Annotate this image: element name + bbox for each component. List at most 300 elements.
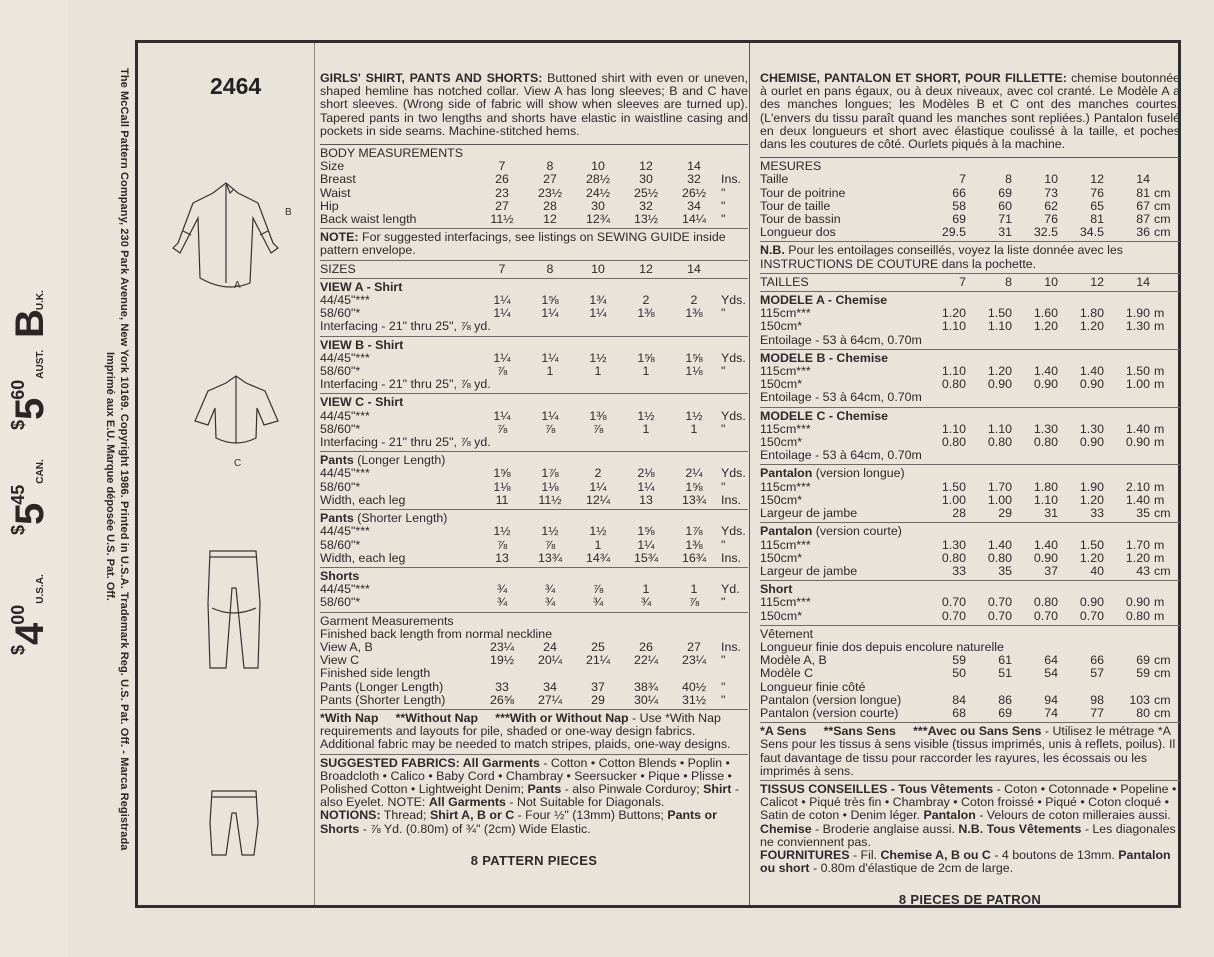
- size-value: 103: [1129, 692, 1150, 707]
- section-heading: Pantalon (version longue): [760, 466, 905, 481]
- size-value: 35: [998, 563, 1012, 578]
- table-section: [320, 228, 748, 259]
- section-subheading: (version courte): [815, 524, 902, 539]
- size-value: 12: [639, 159, 653, 174]
- size-value: [622, 667, 670, 680]
- row-label: Taille: [760, 172, 789, 187]
- size-value: 1.90: [1125, 306, 1150, 321]
- size-value: 1.20: [1079, 550, 1104, 565]
- french-yardage-tables: [760, 157, 1180, 722]
- note-body: For suggested interfacings, see listings on SEWING GUIDE inside pattern envelope.: [320, 230, 726, 258]
- unit: Yd.: [721, 582, 740, 597]
- size-value: 84: [952, 692, 966, 707]
- size-value: 1.30: [1033, 421, 1058, 436]
- size-value: 38¾: [633, 679, 659, 694]
- size-value: [1058, 681, 1104, 694]
- size-value: [1104, 681, 1150, 694]
- row-label: Finished side length: [320, 666, 431, 681]
- size-value: 1¼: [589, 306, 607, 321]
- table-section: [760, 625, 1180, 722]
- size-value: 1½: [589, 524, 607, 539]
- table-row: [760, 481, 1180, 494]
- size-value: 1.00: [1125, 377, 1150, 392]
- size-value: 1.20: [941, 306, 966, 321]
- size-value: 23¼: [489, 639, 515, 654]
- size-value: 35: [1136, 506, 1150, 521]
- unit: cm: [1154, 653, 1171, 668]
- size-value: 1: [546, 364, 554, 379]
- size-value: 27¼: [537, 692, 563, 707]
- unit: m: [1154, 595, 1165, 610]
- size-value: 1.10: [941, 421, 966, 436]
- size-value: 1.40: [1125, 492, 1150, 507]
- view-label-c: C: [234, 458, 242, 469]
- unit: m: [1154, 421, 1165, 436]
- french-title: CHEMISE, PANTALON ET SHORT, POUR FILLETTE:: [760, 71, 1067, 85]
- size-value: 14: [1136, 274, 1150, 289]
- view-label-b: B: [285, 207, 292, 218]
- table-row: [320, 160, 748, 173]
- size-value: 71: [998, 212, 1012, 227]
- size-value: 54: [1044, 666, 1058, 681]
- row-label: Back waist length: [320, 212, 417, 227]
- size-value: 1.70: [1125, 537, 1150, 552]
- size-value: 58: [952, 198, 966, 213]
- row-label: 58/60"*: [320, 537, 361, 552]
- section-heading: MODELE B - Chemise: [760, 350, 889, 365]
- size-value: 29: [998, 506, 1012, 521]
- unit: ": [721, 364, 726, 379]
- price-australia: $560AUST.: [8, 349, 52, 430]
- table-row: [320, 681, 748, 694]
- size-value: 1¼: [589, 479, 607, 494]
- price-strip: [0, 0, 68, 957]
- size-value: [478, 628, 526, 641]
- table-row: [320, 481, 748, 494]
- size-value: 31½: [681, 692, 707, 707]
- size-value: 2⅛: [637, 466, 655, 481]
- row-label: BODY MEASUREMENTS: [320, 146, 463, 161]
- size-value: [622, 615, 670, 628]
- table-row: [320, 628, 748, 641]
- row-label: Tour de poitrine: [760, 185, 846, 200]
- size-value: [670, 615, 718, 628]
- size-value: 0.70: [987, 595, 1012, 610]
- unit: ": [721, 653, 726, 668]
- size-value: 81: [1136, 185, 1150, 200]
- table-row: [320, 667, 748, 680]
- unit: m: [1154, 492, 1165, 507]
- size-value: 24½: [585, 185, 611, 200]
- size-value: 1⅜: [685, 537, 703, 552]
- section-heading: VIEW A - Shirt: [320, 279, 403, 294]
- size-value: 1.40: [987, 537, 1012, 552]
- size-value: 37: [591, 679, 605, 694]
- row-label: TAILLES: [760, 274, 809, 289]
- unit: [718, 320, 748, 333]
- size-value: 2: [690, 293, 698, 308]
- size-value: 1⅝: [493, 466, 511, 481]
- size-value: 40: [1090, 563, 1104, 578]
- size-value: 2.10: [1125, 479, 1150, 494]
- row-label: MESURES: [760, 159, 822, 174]
- notions-text: FOURNITURES - Fil. Chemise A, B ou C - 4 boutons de 13mm. Pantalon ou short - 0.80m d'élastique de 2cm de large.: [760, 847, 1171, 876]
- size-value: 59: [952, 653, 966, 668]
- size-value: 1.00: [987, 492, 1012, 507]
- unit: ": [721, 212, 726, 227]
- row-label: 58/60"*: [320, 306, 361, 321]
- size-value: 12¼: [585, 492, 611, 507]
- size-value: 1⅛: [685, 364, 703, 379]
- size-value: 1½: [685, 408, 703, 423]
- size-value: 1½: [637, 408, 655, 423]
- section-heading: MODELE A - Chemise: [760, 293, 888, 308]
- row-label: 150cm*: [760, 435, 803, 450]
- size-value: 0.70: [1079, 608, 1104, 623]
- nap-note-text: *A Sens **Sans Sens ***Avec ou Sans Sens - Utilisez le métrage *A Sens pour les tissus à sens visible (tissus imprimés, unis à reflets, poilus). Il faut davantage de tissu pour raccorder les rayures, les écossais ou les imprimés à sens.: [760, 724, 1176, 778]
- unit: m: [1154, 537, 1165, 552]
- size-value: 57: [1090, 666, 1104, 681]
- row-label: Width, each leg: [320, 492, 406, 507]
- unit: m: [1154, 377, 1165, 392]
- note-text: [760, 244, 1180, 270]
- size-value: 1¼: [637, 479, 655, 494]
- size-value: 1⅜: [685, 306, 703, 321]
- size-value: 1.10: [941, 319, 966, 334]
- unit: cm: [1154, 692, 1171, 707]
- column-divider: [749, 43, 750, 905]
- table-row: [760, 423, 1180, 436]
- size-value: 10: [591, 261, 605, 276]
- size-value: 64: [1044, 653, 1058, 668]
- size-value: 94: [1044, 692, 1058, 707]
- size-value: ⅞: [544, 421, 556, 436]
- size-value: 1½: [589, 350, 607, 365]
- row-label: Entoilage - 53 à 64cm, 0.70m: [760, 332, 922, 347]
- size-value: 1: [690, 582, 698, 597]
- section-subheading: (version longue): [815, 466, 905, 481]
- size-value: 25½: [633, 185, 659, 200]
- unit: cm: [1154, 506, 1171, 521]
- table-section: [320, 612, 748, 709]
- table-section: [320, 393, 748, 451]
- table-section: [760, 580, 1180, 625]
- size-value: [966, 628, 1012, 641]
- table-row: [320, 173, 748, 186]
- price-usa: $400U.S.A.: [8, 574, 52, 655]
- size-value: 51: [998, 666, 1012, 681]
- size-value: 7: [498, 159, 506, 174]
- size-value: ¾: [496, 582, 508, 597]
- table-section: [760, 464, 1180, 522]
- size-value: 1¼: [493, 408, 511, 423]
- table-row: [320, 187, 748, 200]
- size-value: 33: [1090, 506, 1104, 521]
- table-row: [320, 147, 748, 160]
- table-section: [320, 278, 748, 336]
- row-label: Pantalon (version longue): [760, 692, 902, 707]
- size-value: 28: [952, 506, 966, 521]
- size-value: 1¾: [589, 293, 607, 308]
- size-value: 36: [1136, 225, 1150, 240]
- size-value: 32: [687, 172, 701, 187]
- note-text: [320, 231, 748, 257]
- table-row: [760, 565, 1180, 578]
- table-row: [760, 160, 1180, 173]
- size-value: 34: [543, 679, 557, 694]
- size-value: 1.50: [1125, 364, 1150, 379]
- row-label: Size: [320, 159, 345, 174]
- unit: cm: [1154, 185, 1171, 200]
- size-value: [1104, 334, 1150, 347]
- table-section: [760, 157, 1180, 241]
- size-value: 1.40: [1033, 537, 1058, 552]
- unit: [1150, 628, 1180, 641]
- size-value: 33: [495, 679, 509, 694]
- size-value: 65: [1090, 198, 1104, 213]
- size-value: 7: [498, 261, 506, 276]
- size-value: [478, 667, 526, 680]
- size-value: 1¼: [541, 408, 559, 423]
- row-label: Tour de bassin: [760, 212, 841, 227]
- row-label: Hip: [320, 198, 339, 213]
- unit: ": [721, 692, 726, 707]
- table-row: [760, 391, 1180, 404]
- size-value: [478, 320, 526, 333]
- size-value: 0.90: [1125, 595, 1150, 610]
- size-value: 61: [998, 653, 1012, 668]
- table-row: [760, 654, 1180, 667]
- row-label: SIZES: [320, 261, 356, 276]
- table-row: [760, 628, 1180, 641]
- size-value: [920, 391, 966, 404]
- size-value: 1⅝: [637, 350, 655, 365]
- row-label: Garment Measurements: [320, 613, 454, 628]
- size-value: 1⅝: [685, 479, 703, 494]
- row-label: Entoilage - 53 à 64cm, 0.70m: [760, 448, 922, 463]
- size-value: 12¾: [585, 212, 611, 227]
- table-section: [320, 509, 748, 567]
- size-value: 69: [1136, 653, 1150, 668]
- unit: cm: [1154, 705, 1171, 720]
- table-row: [760, 707, 1180, 720]
- unit: [718, 378, 748, 391]
- size-value: 1.30: [1125, 319, 1150, 334]
- french-nap-note: [760, 722, 1180, 780]
- pattern-pieces-count: 8 PIECES DE PATRON: [898, 892, 1042, 908]
- size-value: 1.40: [1033, 364, 1058, 379]
- table-row: [320, 213, 748, 226]
- size-value: [574, 667, 622, 680]
- size-value: [622, 320, 670, 333]
- unit: cm: [1154, 225, 1171, 240]
- table-row: [760, 552, 1180, 565]
- row-label: 44/45"***: [320, 582, 370, 597]
- unit: [1150, 391, 1180, 404]
- size-value: 1½: [493, 524, 511, 539]
- row-label: Pantalon (version courte): [760, 705, 899, 720]
- section-subheading: (Longer Length): [357, 453, 446, 468]
- unit: Ins.: [721, 492, 741, 507]
- size-value: 29: [591, 692, 605, 707]
- size-value: 0.80: [987, 435, 1012, 450]
- size-value: 76: [1044, 212, 1058, 227]
- unit: [718, 436, 748, 449]
- size-value: [526, 667, 574, 680]
- unit: ": [721, 185, 726, 200]
- size-value: 1.20: [1079, 492, 1104, 507]
- french-description: [760, 72, 1180, 151]
- size-value: 22¼: [633, 653, 659, 668]
- size-value: 11½: [490, 212, 514, 227]
- size-value: [574, 378, 622, 391]
- size-value: 32.5: [1033, 225, 1058, 240]
- size-value: 15¾: [633, 550, 659, 565]
- row-label: Interfacing - 21" thru 25", ⅞ yd.: [320, 319, 491, 334]
- size-value: [526, 628, 574, 641]
- size-value: 1⅜: [637, 306, 655, 321]
- unit: Ins.: [721, 550, 741, 565]
- size-value: 13: [639, 492, 653, 507]
- size-value: 1⅞: [685, 524, 703, 539]
- unit: [1150, 173, 1180, 186]
- size-value: 0.90: [1125, 435, 1150, 450]
- unit: m: [1154, 608, 1165, 623]
- size-value: 0.90: [1033, 550, 1058, 565]
- unit: m: [1154, 435, 1165, 450]
- size-value: 1.40: [1125, 421, 1150, 436]
- row-label: Entoilage - 53 à 64cm, 0.70m: [760, 390, 922, 405]
- size-value: 69: [998, 705, 1012, 720]
- unit: m: [1154, 479, 1165, 494]
- row-label: Tour de taille: [760, 198, 831, 213]
- size-value: 12: [543, 212, 557, 227]
- size-value: 0.70: [941, 595, 966, 610]
- size-value: [1012, 681, 1058, 694]
- size-value: 12: [639, 261, 653, 276]
- unit: [718, 667, 748, 680]
- size-value: 1.50: [1079, 537, 1104, 552]
- size-value: [574, 436, 622, 449]
- size-value: 1.30: [1079, 421, 1104, 436]
- size-value: 1: [594, 364, 602, 379]
- size-value: 13¾: [537, 550, 563, 565]
- size-value: 8: [546, 261, 554, 276]
- price-uk: BU.K.: [8, 290, 52, 338]
- unit: ": [721, 537, 726, 552]
- unit: ": [721, 421, 726, 436]
- table-row: [760, 596, 1180, 609]
- table-row: [760, 507, 1180, 520]
- size-value: [478, 436, 526, 449]
- row-label: Pants (Shorter Length): [320, 692, 446, 707]
- section-heading: VIEW C - Shirt: [320, 395, 404, 410]
- size-value: 1.90: [1079, 479, 1104, 494]
- size-value: 2¼: [685, 466, 703, 481]
- size-value: 0.90: [1079, 595, 1104, 610]
- size-value: 26: [495, 172, 509, 187]
- size-value: [526, 615, 574, 628]
- table-row: [320, 352, 748, 365]
- size-value: [920, 681, 966, 694]
- row-label: Interfacing - 21" thru 25", ⅞ yd.: [320, 435, 491, 450]
- size-value: 1⅞: [541, 466, 559, 481]
- size-value: 8: [1005, 274, 1012, 289]
- table-row: [320, 596, 748, 609]
- row-label: 150cm*: [760, 492, 803, 507]
- row-label: Interfacing - 21" thru 25", ⅞ yd.: [320, 377, 491, 392]
- size-value: [526, 378, 574, 391]
- unit: m: [1154, 319, 1165, 334]
- size-value: 1.20: [1033, 319, 1058, 334]
- row-label: 115cm***: [760, 421, 811, 436]
- size-value: 14¾: [585, 550, 611, 565]
- table-row: [320, 436, 748, 449]
- size-value: 10: [1044, 274, 1058, 289]
- size-value: 1: [690, 421, 698, 436]
- size-value: 1.50: [941, 479, 966, 494]
- size-value: 14: [687, 261, 701, 276]
- table-section: [760, 241, 1180, 272]
- size-value: 1⅛: [541, 479, 559, 494]
- unit: Yds.: [721, 524, 746, 539]
- english-fabrics: [320, 754, 748, 838]
- table-row: [320, 410, 748, 423]
- size-value: 1½: [541, 524, 559, 539]
- size-value: [1012, 628, 1058, 641]
- row-label: 150cm*: [760, 608, 803, 623]
- price-canada: $545CAN.: [8, 459, 52, 535]
- table-row: [760, 681, 1180, 694]
- size-value: 19½: [489, 653, 515, 668]
- unit: [1150, 276, 1180, 289]
- unit: Yds.: [721, 408, 746, 423]
- size-value: 1.20: [1079, 319, 1104, 334]
- size-value: 1⅛: [493, 479, 511, 494]
- size-value: 1.10: [987, 319, 1012, 334]
- suggested-fabrics-text: SUGGESTED FABRICS: All Garments - Cotton • Cotton Blends • Poplin • Broadcloth • Calico • Baby Cord • Chambray • Seersucker • Pique • Plisse • Polished Cotton • Lightweight Denim; Pants - also Pinwale Corduroy; Shirt - also Eyelet. NOTE: All Garments - Not Suitable for Diagonals.: [320, 755, 739, 810]
- unit: ": [721, 479, 726, 494]
- size-value: 30: [591, 198, 605, 213]
- size-value: 1.50: [987, 306, 1012, 321]
- table-row: [320, 294, 748, 307]
- row-label: 58/60"*: [320, 595, 361, 610]
- size-value: 27: [495, 198, 509, 213]
- size-value: 26: [639, 639, 653, 654]
- note-label: N.B.: [760, 243, 785, 258]
- size-value: 1.10: [941, 364, 966, 379]
- row-label: Longueur dos: [760, 225, 836, 240]
- size-value: 0.80: [1033, 435, 1058, 450]
- row-label: Pants (Longer Length): [320, 679, 444, 694]
- size-value: 0.90: [1079, 435, 1104, 450]
- size-value: 20¼: [537, 653, 563, 668]
- size-value: ⅞: [592, 421, 604, 436]
- size-value: 8: [1005, 172, 1012, 187]
- size-value: 1.10: [1033, 492, 1058, 507]
- size-value: ¾: [544, 582, 556, 597]
- size-value: 30¼: [633, 692, 659, 707]
- size-value: 66: [952, 185, 966, 200]
- size-value: [574, 615, 622, 628]
- size-value: 1¼: [493, 306, 511, 321]
- size-value: 0.70: [1033, 608, 1058, 623]
- short-pants-drawing: [210, 791, 258, 855]
- size-value: [574, 628, 622, 641]
- size-value: 1.20: [987, 364, 1012, 379]
- size-value: 13: [495, 550, 509, 565]
- size-value: 25: [591, 639, 605, 654]
